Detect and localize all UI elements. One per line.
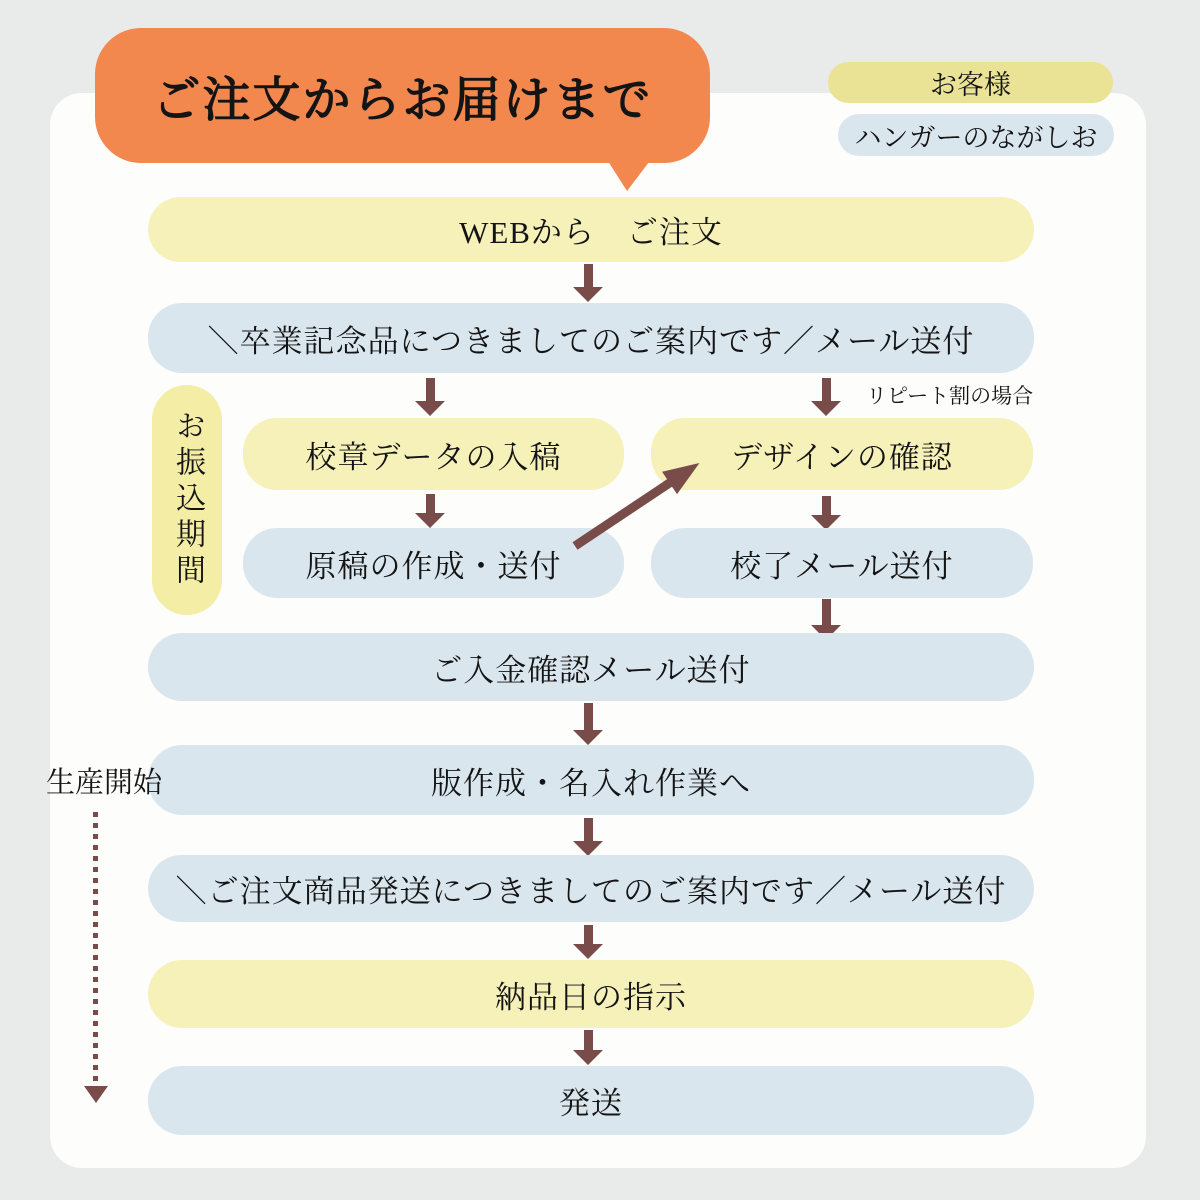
arrow-down-icon — [414, 494, 446, 528]
production-dotted-line — [93, 812, 98, 1084]
step-payment-mail: ご入金確認メール送付 — [148, 633, 1034, 701]
arrow-down-icon — [572, 925, 604, 959]
title-bubble — [95, 28, 710, 163]
step-proof-mail: 校了メール送付 — [651, 528, 1033, 598]
step-delivery-date: 納品日の指示 — [148, 960, 1034, 1028]
step-intro-mail: ＼卒業記念品につきましてのご案内です／メール送付 — [148, 303, 1034, 373]
arrow-down-icon — [572, 264, 604, 302]
arrow-down-icon — [572, 818, 604, 856]
arrow-down-icon — [572, 703, 604, 745]
legend-company-pill: ハンガーのながしお — [838, 114, 1114, 156]
payment-period-pill: お振込期間 — [152, 385, 222, 615]
arrow-down-icon — [810, 378, 842, 416]
step-design-check: デザインの確認 — [651, 418, 1033, 490]
repeat-discount-note: リピート割の場合 — [866, 384, 1034, 408]
step-emblem-data: 校章データの入稿 — [243, 418, 624, 490]
production-start-label: 生産開始 — [46, 767, 163, 799]
step-web-order: WEBから ご注文 — [148, 197, 1034, 262]
page-title: ご注文からお届けまで — [152, 74, 653, 127]
step-shipping-mail: ＼ご注文商品発送につきましてのご案内です／メール送付 — [148, 855, 1034, 922]
arrow-down-icon — [810, 496, 842, 530]
step-draft-send: 原稿の作成・送付 — [243, 528, 624, 598]
production-arrowhead-icon — [84, 1086, 108, 1103]
step-plate-work: 版作成・名入れ作業へ — [148, 745, 1034, 815]
title-bubble-tail — [606, 158, 652, 191]
arrow-down-icon — [572, 1030, 604, 1065]
step-shipping: 発送 — [148, 1066, 1034, 1135]
arrow-diagonal-icon — [555, 450, 705, 560]
arrow-down-icon — [414, 378, 446, 416]
legend-customer-pill: お客様 — [828, 62, 1113, 103]
